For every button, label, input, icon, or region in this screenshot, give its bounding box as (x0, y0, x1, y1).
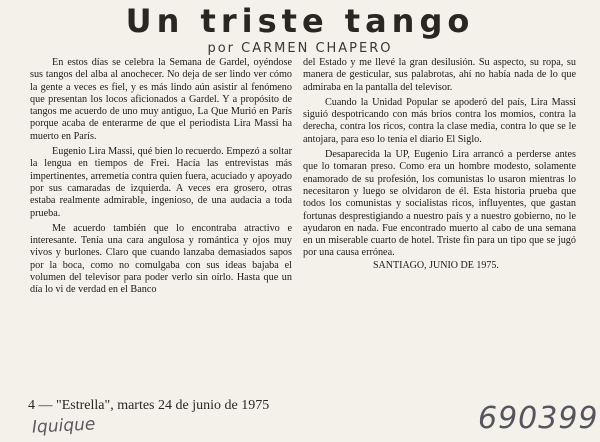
page-footer: 4 — "Estrella", martes 24 de junio de 1975 (28, 398, 270, 413)
left-column (30, 57, 292, 297)
dateline: SANTIAGO, JUNIO DE 1975. (373, 259, 499, 271)
handwritten-number: 690399 (478, 401, 599, 436)
article-title: Un triste tango (125, 2, 475, 40)
right-column (303, 57, 576, 272)
handwritten-annotation: Iquique (31, 414, 96, 438)
paragraph: del Estado y me llevé la gran desilusión. Su aspecto, su ropa, su manera de gesticular, sus palabrotas, ahí no había nada de lo que admiraba en la pantalla del televisor. (303, 57, 576, 93)
paragraph: En estos días se celebra la Semana de Gardel, oyéndose sus tangos del alba al anochecer. No deja de ser lindo ver cómo la gente a veces es fiel, y es más lindo aún asistir al fenómeno que presentan los locos aficionados a Gardel. Y a propósito de tangos me acuerdo de uno muy antiguo, La Que Murió en París porque acaba de enterarme de que el periodista Lira Massi ha muerto en París. (30, 57, 292, 142)
article-byline: por CARMEN CHAPERO (207, 41, 393, 56)
paragraph: Me acuerdo también que lo encontraba atractivo e interesante. Tenía una cara angulosa y romántica y ojos muy vivos y burlones. Claro que cuando lanzaba demasiados sapos por la boca, como no comulgaba con sus ideas bajaba el volumen del televisor para poder verlo sin oírlo. Hasta que un día lo vi de verdad en el Banco (30, 222, 292, 296)
paragraph: Desaparecida la UP, Eugenio Lira arrancó a perderse antes que lo tomaran preso. Como era un hombre modesto, solamente enamorado de su profesión, los comunistas lo usaron mientras lo necesitaron y luego se olvidaron de él. Esta historia prueba que todos los comunistas y socialistas ricos, influyentes, que gastan fortunas desprestigiando a nuestro país y a nuestro gobierno, no le ayudaron en nada. Fue encontrado muerto al cabo de una semana en un miserable cuarto de hotel. Triste fin para un tipo que se jugó por una causa errónea. (303, 149, 576, 259)
paragraph: Cuando la Unidad Popular se apoderó del país, Lira Massi siguió despotricando con más bríos contra los momios, contra la derecha, contra los ricos, contra la clase media, contra lo que se le antojara, para eso lo tenía el diario El Siglo. (303, 96, 576, 145)
paragraph: Eugenio Lira Massi, qué bien lo recuerdo. Empezó a soltar la lengua en tiempos de Frei. Hacía las entrevistas más impertinentes, arremetía contra quien fuera, acuciado y apoyado por sus camaradas de izquierda. A veces era grosero, otras estaba realmente admirable, ingenioso, de una audacia a toda prueba. (30, 146, 292, 219)
